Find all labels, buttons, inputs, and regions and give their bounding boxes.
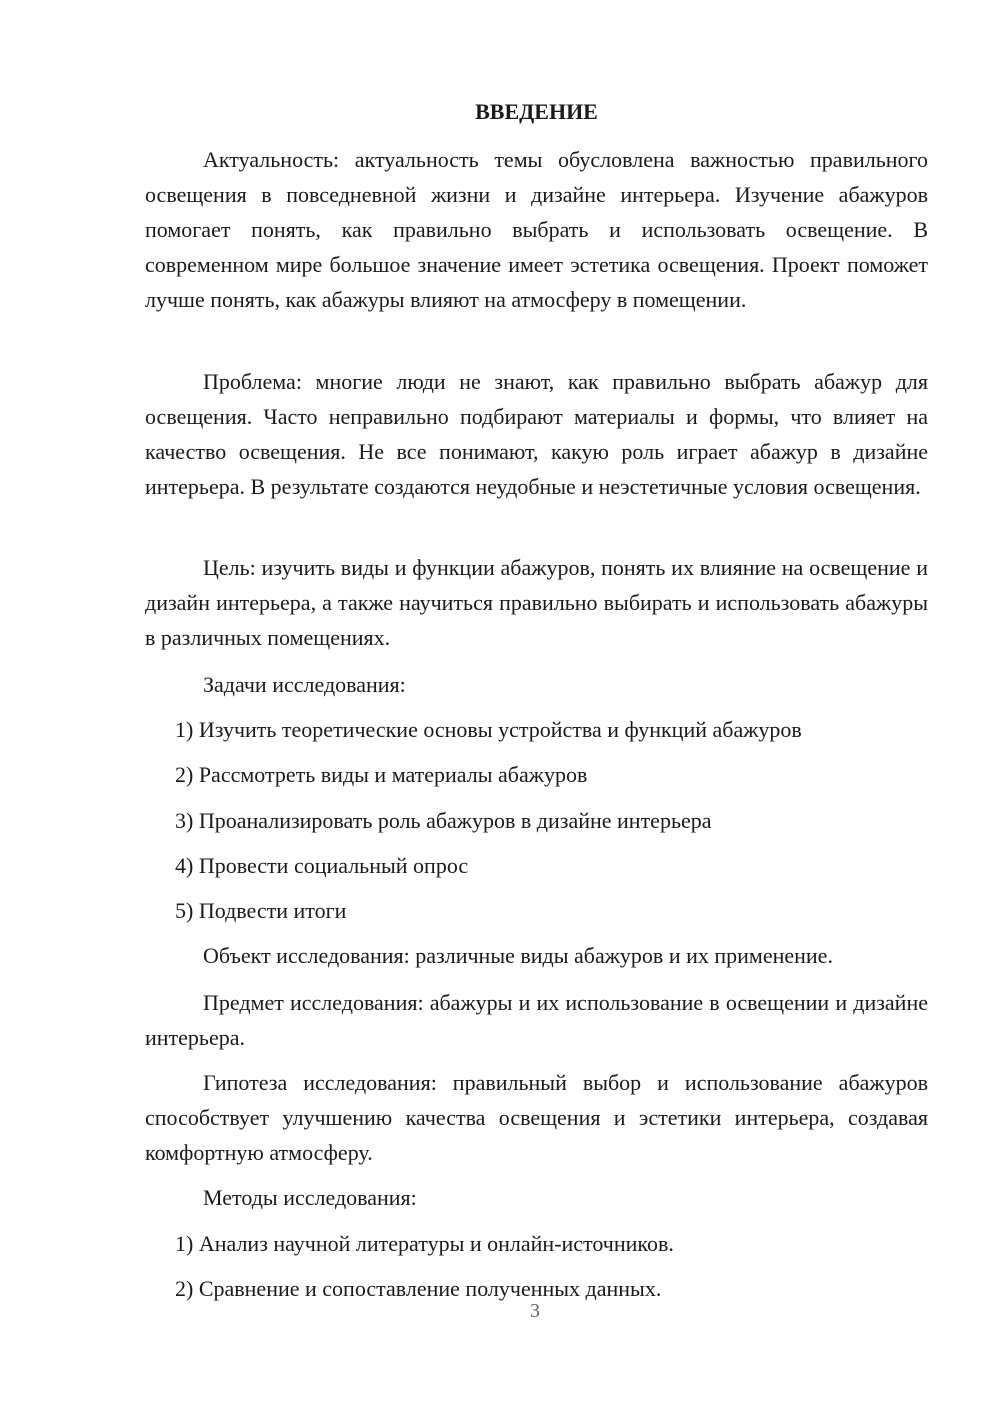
list-item: 2) Сравнение и сопоставление полученных данных. bbox=[175, 1276, 662, 1301]
list-item: 2) Рассмотреть виды и материалы абажуров bbox=[175, 762, 588, 787]
list-item: 1) Анализ научной литературы и онлайн-источников. bbox=[175, 1231, 674, 1256]
subject-paragraph: Предмет исследования: абажуры и их использование в освещении и дизайне интерьера. bbox=[145, 990, 928, 1050]
goal-paragraph: Цель: изучить виды и функции абажуров, понять их влияние на освещение и дизайн интерьера, а также научиться правильно выбирать и использовать абажуры в различных помещениях. bbox=[145, 555, 928, 650]
list-item: 4) Провести социальный опрос bbox=[175, 853, 469, 878]
page-number: 3 bbox=[530, 1300, 540, 1322]
relevance-paragraph: Актуальность: актуальность темы обусловлена важностью правильного освещения в повседневной жизни и дизайне интерьера. Изучение абажуров помогает понять, как правильно выбрать и использовать освещение. В современном мире большое значение имеет эстетика освещения. Проект поможет лучше понять, как абажуры влияют на атмосферу в помещении. bbox=[145, 147, 928, 312]
hypothesis-paragraph: Гипотеза исследования: правильный выбор и использование абажуров способствует улучшению качества освещения и эстетики интерьера, создавая комфортную атмосферу. bbox=[145, 1070, 928, 1165]
list-item: 1) Изучить теоретические основы устройства и функций абажуров bbox=[175, 717, 802, 742]
list-item: 5) Подвести итоги bbox=[175, 898, 347, 923]
page-title: ВВЕДЕНИЕ bbox=[475, 99, 598, 124]
object-paragraph: Объект исследования: различные виды абажуров и их применение. bbox=[203, 943, 833, 968]
methods-heading: Методы исследования: bbox=[203, 1185, 417, 1210]
list-item: 3) Проанализировать роль абажуров в дизайне интерьера bbox=[175, 808, 712, 833]
tasks-heading: Задачи исследования: bbox=[203, 672, 406, 697]
problem-paragraph: Проблема: многие люди не знают, как правильно выбрать абажур для освещения. Часто неправильно подбирают материалы и формы, что влияет на качество освещения. Не все понимают, какую роль играет абажур в дизайне интерьера. В результате создаются неудобные и неэстетичные условия освещения. bbox=[145, 369, 928, 499]
